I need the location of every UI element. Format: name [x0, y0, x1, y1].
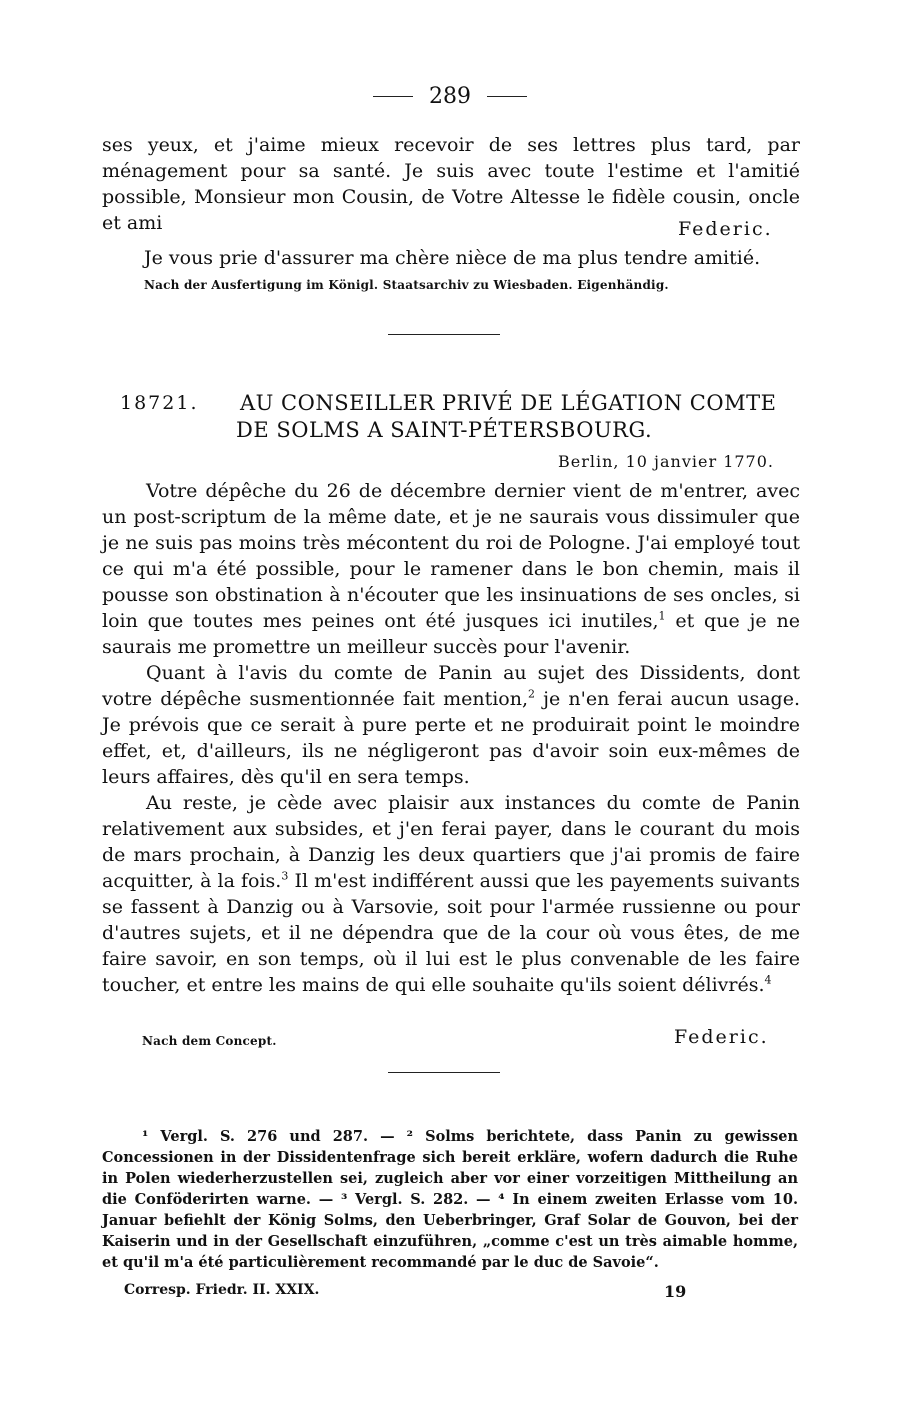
heading-line-1: AU CONSEILLER PRIVÉ DE LÉGATION COMTE: [240, 391, 777, 415]
paragraph-1-end: et que je ne saurais me promettre un meilleur succès pour l'avenir.: [102, 610, 800, 658]
letter-1-signature: Federic.: [678, 218, 773, 240]
footnote-mark-3: 3: [281, 869, 289, 883]
header-dash-left: [373, 96, 413, 97]
paragraph-2-end: je n'en ferai aucun usage. Je prévois que ce serait à pure perte et ne produirait point le moindre effet, et, d'ailleurs, ils ne négligeront pas d'avoir soin eux-mêmes de leurs affaires, dès qu'il en sera temps.: [102, 688, 800, 788]
footnote-mark-4: 4: [764, 973, 772, 987]
letter-1-continuation: ses yeux, et j'aime mieux recevoir de ses lettres plus tard, par ménagement pour sa santé. Je suis avec toute l'estime et l'amitié possible, Monsieur mon Cousin, de Votre Altesse le fidèle cousin, oncle et ami: [102, 134, 800, 234]
footnotes: ¹ Vergl. S. 276 und 287. — ² Solms berichtete, dass Panin zu gewissen Concessionen in der Dissidentenfrage sich bereit erkläre, wofern dadurch die Ruhe in Polen wiederherzustellen sei, zugleich aber vor einer vorzeitigen Mittheilung an die Conföderirten warne. — ³ Vergl. S. 282. — ⁴ In einem zweiten Erlasse vom 10. Januar befiehlt der König Solms, den Ueberbringer, Graf Solar de Gouvon, bei der Kaiserin und in der Gesellschaft einzuführen, „comme c'est un très aimable homme, et qu'il m'a été particulièrement recommandé par le duc de Savoie“.: [102, 1128, 798, 1271]
letter-1-postscript: Je vous prie d'assurer ma chère nièce de ma plus tendre amitié.: [144, 247, 761, 269]
paragraph-3-text: Au reste, je cède avec plaisir aux instances du comte de Panin relativement aux subsides, et j'en ferai payer, dans le courant du mois de mars prochain, à Danzig les deux quartiers que j'ai promis de faire acquitter, à la fois.: [102, 792, 800, 892]
footer-reference: Corresp. Friedr. II. XXIX.: [124, 1282, 320, 1298]
paragraph-2-text: Quant à l'avis du comte de Panin au sujet des Dissidents, dont votre dépêche susmentionnée fait mention,: [102, 662, 800, 710]
letter-2-source-note: Nach dem Concept.: [142, 1034, 277, 1048]
letter-number: 18721.: [120, 392, 199, 414]
paragraph-1-text: Votre dépêche du 26 de décembre dernier vient de m'entrer, avec un post-scriptum de la même date, et je ne saurais vous dissimuler que je ne suis pas moins très mécontent du roi de Pologne. J'ai employé tout ce qui m'a été possible, pour le ramener dans le bon chemin, mais il pousse son obstination à n'écouter que les insinuations de ses oncles, si loin que toutes mes peines ont été jusques ici inutiles,: [102, 480, 800, 632]
section-divider-top: [388, 334, 500, 335]
page-header: [0, 84, 900, 109]
letter-2-signature: Federic.: [674, 1026, 769, 1048]
footnote-mark-2: 2: [528, 687, 535, 701]
paragraph-3-end: Il m'est indifférent aussi que les payements suivants se fassent à Danzig ou à Varsovie, soit pour l'armée russienne ou pour d'autres sujets, et il ne dépendra que de la cour où vous êtes, de me faire savoir, en son temps, où il lui est le plus convenable de les faire toucher, et entre les mains de qui elle souhaite qu'ils soient délivrés.: [102, 870, 801, 996]
section-divider-bottom: [388, 1072, 500, 1073]
page-number: 289: [429, 84, 471, 109]
footnote-mark-1: 1: [658, 609, 666, 623]
dateline: Berlin, 10 janvier 1770.: [558, 452, 774, 471]
footer-signature-mark: 19: [664, 1282, 687, 1301]
heading-line-2: DE SOLMS A SAINT-PÉTERSBOURG.: [236, 418, 653, 442]
header-dash-right: [487, 96, 527, 97]
letter-2-paragraph-1: [102, 478, 800, 660]
letter-1-source-note: Nach der Ausfertigung im Königl. Staatsarchiv zu Wiesbaden. Eigenhändig.: [144, 278, 669, 292]
letter-2-paragraph-3: [102, 790, 800, 998]
letter-2-paragraph-2: [102, 660, 800, 790]
